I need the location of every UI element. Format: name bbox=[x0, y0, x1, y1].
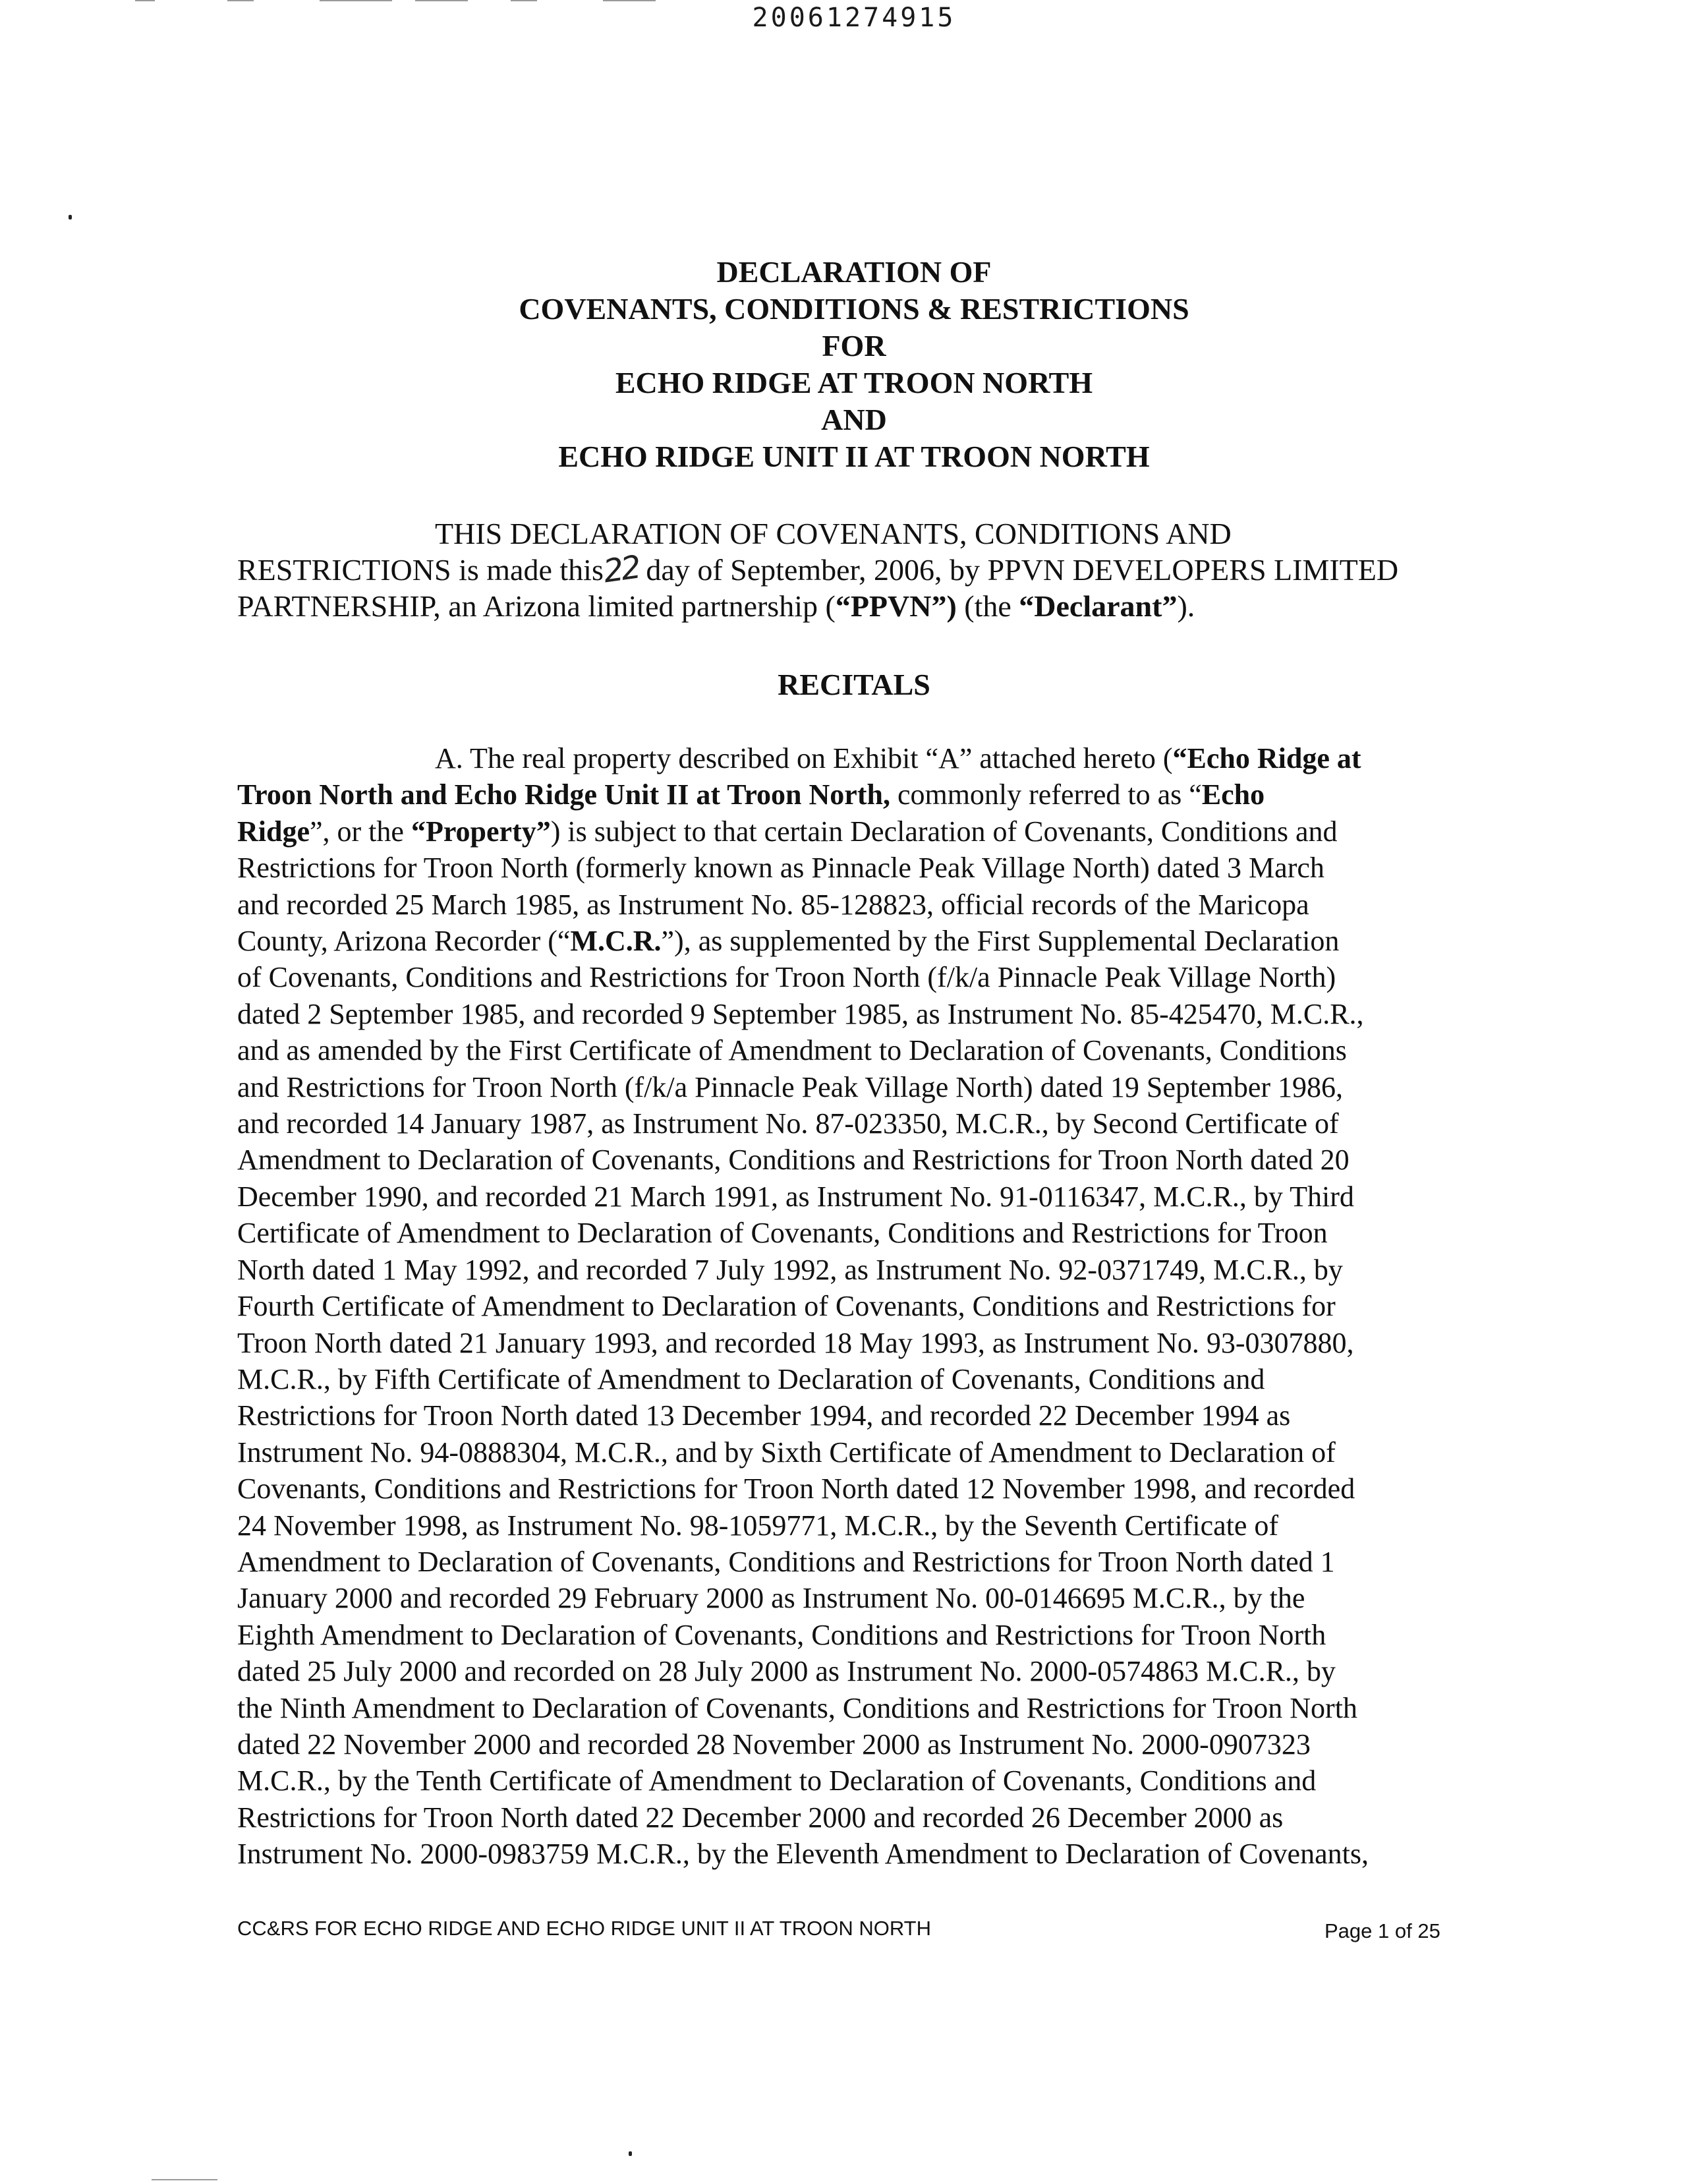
bold-term: “Declarant” bbox=[1019, 589, 1178, 623]
recital-line bbox=[237, 776, 1476, 813]
scan-artifact-line bbox=[320, 0, 392, 1]
recital-line: M.C.R., by the Tenth Certificate of Amendment to Declaration of Covenants, Conditions and bbox=[237, 1764, 1317, 1797]
recital-line: M.C.R., by Fifth Certificate of Amendment to Declaration of Covenants, Conditions and bbox=[237, 1362, 1265, 1395]
recitals-heading: RECITALS bbox=[778, 668, 930, 701]
title-line: AND bbox=[821, 403, 887, 436]
intro-line bbox=[237, 548, 1476, 591]
recital-line: and as amended by the First Certificate of Amendment to Declaration of Covenants, Conditions bbox=[237, 1034, 1347, 1067]
bold-term: “Echo Ridge at bbox=[1172, 742, 1361, 774]
text-run: commonly referred to as “ bbox=[890, 778, 1202, 811]
text-run: ”), as supplemented by the First Supplemental Declaration bbox=[661, 925, 1340, 958]
recital-line: dated 2 September 1985, and recorded 9 September 1985, as Instrument No. 85-425470, M.C.R., bbox=[237, 997, 1364, 1030]
scan-artifact-dot bbox=[629, 2151, 632, 2156]
scan-artifact-line bbox=[135, 0, 155, 1]
recital-line: December 1990, and recorded 21 March 1991, as Instrument No. 91-0116347, M.C.R., by Third bbox=[237, 1180, 1354, 1213]
title-line: DECLARATION OF bbox=[716, 255, 992, 289]
handwritten-day: 22 bbox=[601, 548, 641, 591]
recital-line bbox=[237, 923, 1476, 959]
recital-line bbox=[237, 740, 1476, 776]
title-line: ECHO RIDGE UNIT II AT TROON NORTH bbox=[558, 440, 1150, 473]
text-run: day of September, 2006, by PPVN DEVELOPERS LIMITED bbox=[638, 553, 1399, 587]
footer-document-title: CC&RS FOR ECHO RIDGE AND ECHO RIDGE UNIT II AT TROON NORTH bbox=[237, 1917, 931, 1940]
scan-artifact-line bbox=[603, 0, 656, 1]
bold-term: “PPVN”) bbox=[835, 589, 957, 623]
bold-term: Echo bbox=[1201, 778, 1265, 811]
scan-artifact-line bbox=[511, 0, 537, 1]
recital-line: of Covenants, Conditions and Restrictions for Troon North (f/k/a Pinnacle Peak Village North) bbox=[237, 961, 1336, 994]
recital-line: Covenants, Conditions and Restrictions for Troon North dated 12 November 1998, and recorded bbox=[237, 1472, 1355, 1505]
document-title bbox=[0, 254, 1708, 475]
recital-line: Eighth Amendment to Declaration of Covenants, Conditions and Restrictions for Troon North bbox=[237, 1618, 1326, 1651]
scan-artifact-line bbox=[227, 0, 254, 1]
recital-line: dated 25 July 2000 and recorded on 28 July 2000 as Instrument No. 2000-0574863 M.C.R., by bbox=[237, 1655, 1336, 1688]
title-line: COVENANTS, CONDITIONS & RESTRICTIONS bbox=[519, 292, 1189, 326]
recital-line: Amendment to Declaration of Covenants, Conditions and Restrictions for Troon North dated 20 bbox=[237, 1144, 1350, 1177]
text-run: A. The real property described on Exhibit “A” attached hereto ( bbox=[435, 742, 1173, 774]
text-run: ). bbox=[1177, 589, 1195, 623]
footer-page-number: Page 1 of 25 bbox=[1324, 1919, 1440, 1942]
recital-line: and recorded 25 March 1985, as Instrument No. 85-128823, official records of the Maricopa bbox=[237, 888, 1309, 921]
recital-line: Restrictions for Troon North dated 22 December 2000 and recorded 26 December 2000 as bbox=[237, 1801, 1284, 1834]
scan-artifact-line bbox=[415, 0, 468, 1]
text-run: ) is subject to that certain Declaration of Covenants, Conditions and bbox=[550, 815, 1338, 848]
scan-artifact-line bbox=[152, 2179, 217, 2180]
intro-line: THIS DECLARATION OF COVENANTS, CONDITIONS AND bbox=[435, 517, 1232, 550]
recital-line: Troon North dated 21 January 1993, and recorded 18 May 1993, as Instrument No. 93-0307880, bbox=[237, 1326, 1354, 1359]
recital-line: the Ninth Amendment to Declaration of Covenants, Conditions and Restrictions for Troon North bbox=[237, 1691, 1357, 1724]
text-run: RESTRICTIONS is made this bbox=[237, 553, 604, 587]
bold-term: Troon North and Echo Ridge Unit II at Troon North, bbox=[237, 778, 890, 811]
text-run: (the bbox=[956, 589, 1019, 623]
recording-number: 20061274915 bbox=[752, 3, 956, 33]
text-run: County, Arizona Recorder (“ bbox=[237, 925, 571, 958]
bold-term: M.C.R. bbox=[570, 925, 662, 958]
title-line: ECHO RIDGE AT TROON NORTH bbox=[615, 366, 1093, 399]
recital-line: Restrictions for Troon North (formerly known as Pinnacle Peak Village North) dated 3 March bbox=[237, 852, 1324, 885]
recital-line: 24 November 1998, as Instrument No. 98-1059771, M.C.R., by the Seventh Certificate of bbox=[237, 1509, 1279, 1542]
intro-paragraph bbox=[237, 515, 1476, 624]
recital-line: Instrument No. 94-0888304, M.C.R., and by Sixth Certificate of Amendment to Declaration of bbox=[237, 1436, 1336, 1469]
title-line: FOR bbox=[822, 329, 886, 363]
recital-line: Instrument No. 2000-0983759 M.C.R., by the Eleventh Amendment to Declaration of Covenants, bbox=[237, 1838, 1369, 1871]
text-run: PARTNERSHIP, an Arizona limited partnership ( bbox=[237, 589, 836, 623]
recital-line bbox=[237, 813, 1476, 850]
intro-line bbox=[237, 588, 1476, 624]
bold-term: Ridge bbox=[237, 815, 310, 848]
recital-line: Restrictions for Troon North dated 13 December 1994, and recorded 22 December 1994 as bbox=[237, 1399, 1291, 1432]
recital-line: January 2000 and recorded 29 February 2000 as Instrument No. 00-0146695 M.C.R., by the bbox=[237, 1582, 1305, 1615]
recital-line: Certificate of Amendment to Declaration of Covenants, Conditions and Restrictions for Troon bbox=[237, 1217, 1328, 1250]
recital-line: and recorded 14 January 1987, as Instrument No. 87-023350, M.C.R., by Second Certificate of bbox=[237, 1107, 1339, 1140]
bold-term: “Property” bbox=[411, 815, 551, 848]
recital-line: and Restrictions for Troon North (f/k/a Pinnacle Peak Village North) dated 19 September 1986, bbox=[237, 1070, 1344, 1103]
scan-artifact-dot bbox=[69, 215, 72, 219]
text-run: ”, or the bbox=[310, 815, 411, 848]
recital-line: North dated 1 May 1992, and recorded 7 July 1992, as Instrument No. 92-0371749, M.C.R., by bbox=[237, 1253, 1343, 1286]
recital-line: Fourth Certificate of Amendment to Declaration of Covenants, Conditions and Restrictions for bbox=[237, 1290, 1336, 1323]
recital-line: dated 22 November 2000 and recorded 28 November 2000 as Instrument No. 2000-0907323 bbox=[237, 1728, 1311, 1761]
recital-a-paragraph bbox=[237, 740, 1476, 1873]
recital-line: Amendment to Declaration of Covenants, Conditions and Restrictions for Troon North dated 1 bbox=[237, 1545, 1335, 1578]
